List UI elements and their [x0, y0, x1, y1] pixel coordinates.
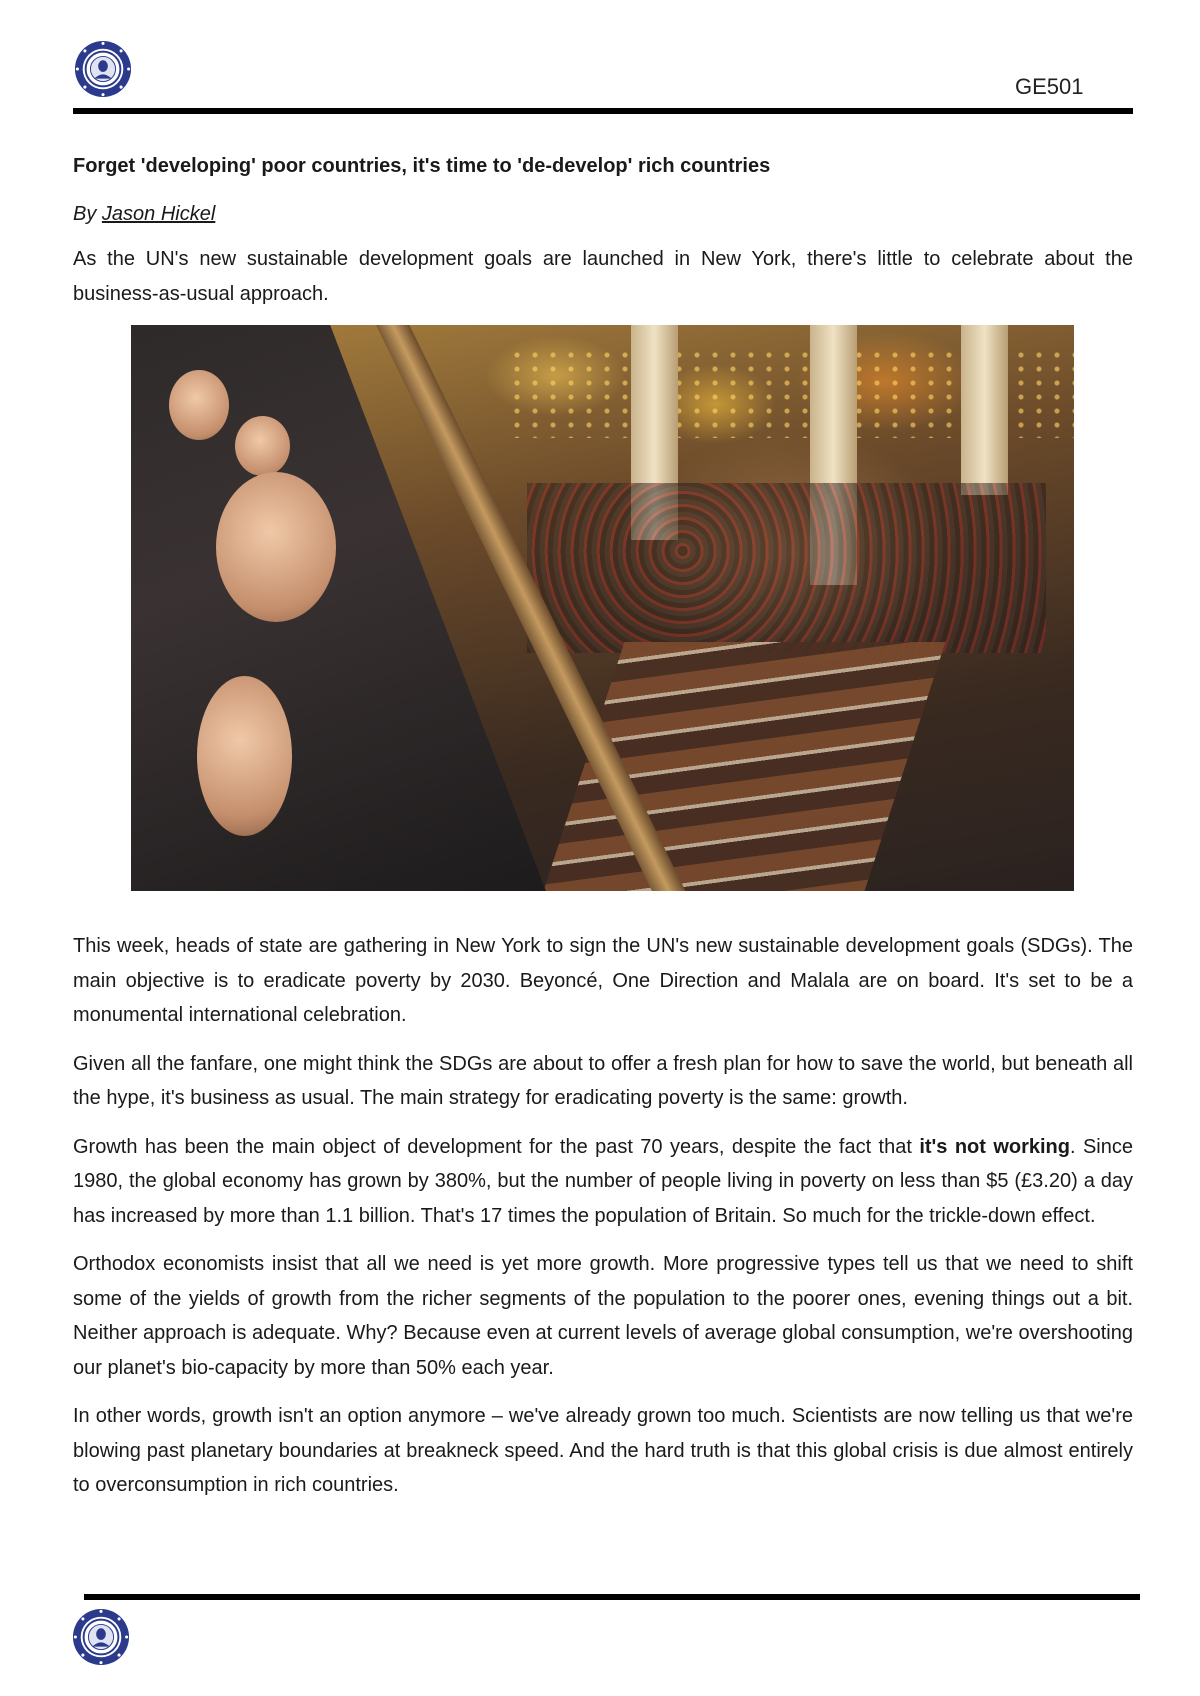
- paragraph: [73, 1130, 1133, 1234]
- footer-rule: [84, 1594, 1140, 1600]
- article-title: Forget 'developing' poor countries, it's time to 'de-develop' rich countries: [73, 155, 771, 177]
- paragraph: In other words, growth isn't an option anymore – we've already grown too much. Scientists are now telling us that we're blowing past planetary boundaries at breakneck speed. And the hard truth is that this global crisis is due almost entirely to overconsumption in rich countries.: [73, 1405, 1133, 1496]
- photo-person: [235, 416, 290, 476]
- paragraph: Given all the fanfare, one might think the SDGs are about to offer a fresh plan for how to save the world, but beneath all the hype, it's business as usual. The main strategy for eradicating poverty is the same: growth.: [73, 1052, 1133, 1109]
- course-code: GE501: [1015, 74, 1084, 99]
- paragraph-text: Growth has been the main object of development for the past 70 years, despite the fact that: [73, 1135, 920, 1158]
- university-seal-logo: [72, 1608, 130, 1666]
- paragraph-text: . Since 1980, the global economy has grown by 380%, but the number of people living in poverty on less than $5 (£3.20) a day has increased by more than 1.1 billion. That's 17 times the population of Britain. So much for the trickle-down effect.: [73, 1135, 1133, 1227]
- photo-person: [197, 676, 292, 836]
- article: [73, 150, 1133, 1517]
- paragraph: Orthodox economists insist that all we need is yet more growth. More progressive types tell us that we need to shift some of the yields of growth from the richer segments of the population to the poorer ones, evening things out a bit. Neither approach is adequate. Why? Because even at current levels of average global consumption, we're overshooting our planet's bio-capacity by more than 50% each year.: [73, 1253, 1133, 1379]
- article-intro: As the UN's new sustainable development goals are launched in New York, there's little to celebrate about the business-as-usual approach.: [73, 248, 1133, 305]
- photo-person: [216, 472, 336, 622]
- author-link[interactable]: Jason Hickel: [101, 203, 216, 225]
- emphasis-link[interactable]: it's not working: [919, 1135, 1070, 1158]
- photo-crowd: [527, 483, 1046, 653]
- paragraph: This week, heads of state are gathering in New York to sign the UN's new sustainable development goals (SDGs). The main objective is to eradicate poverty by 2030. Beyoncé, One Direction and Malala are on board. It's set to be a monumental international celebration.: [73, 935, 1133, 1026]
- header-rule: [73, 108, 1133, 114]
- byline: [73, 198, 1133, 230]
- university-seal-logo: [74, 40, 132, 98]
- photo-person: [169, 370, 229, 440]
- photo-pillar: [961, 325, 1008, 495]
- byline-prefix: By: [73, 203, 97, 225]
- article-photo: [131, 325, 1074, 891]
